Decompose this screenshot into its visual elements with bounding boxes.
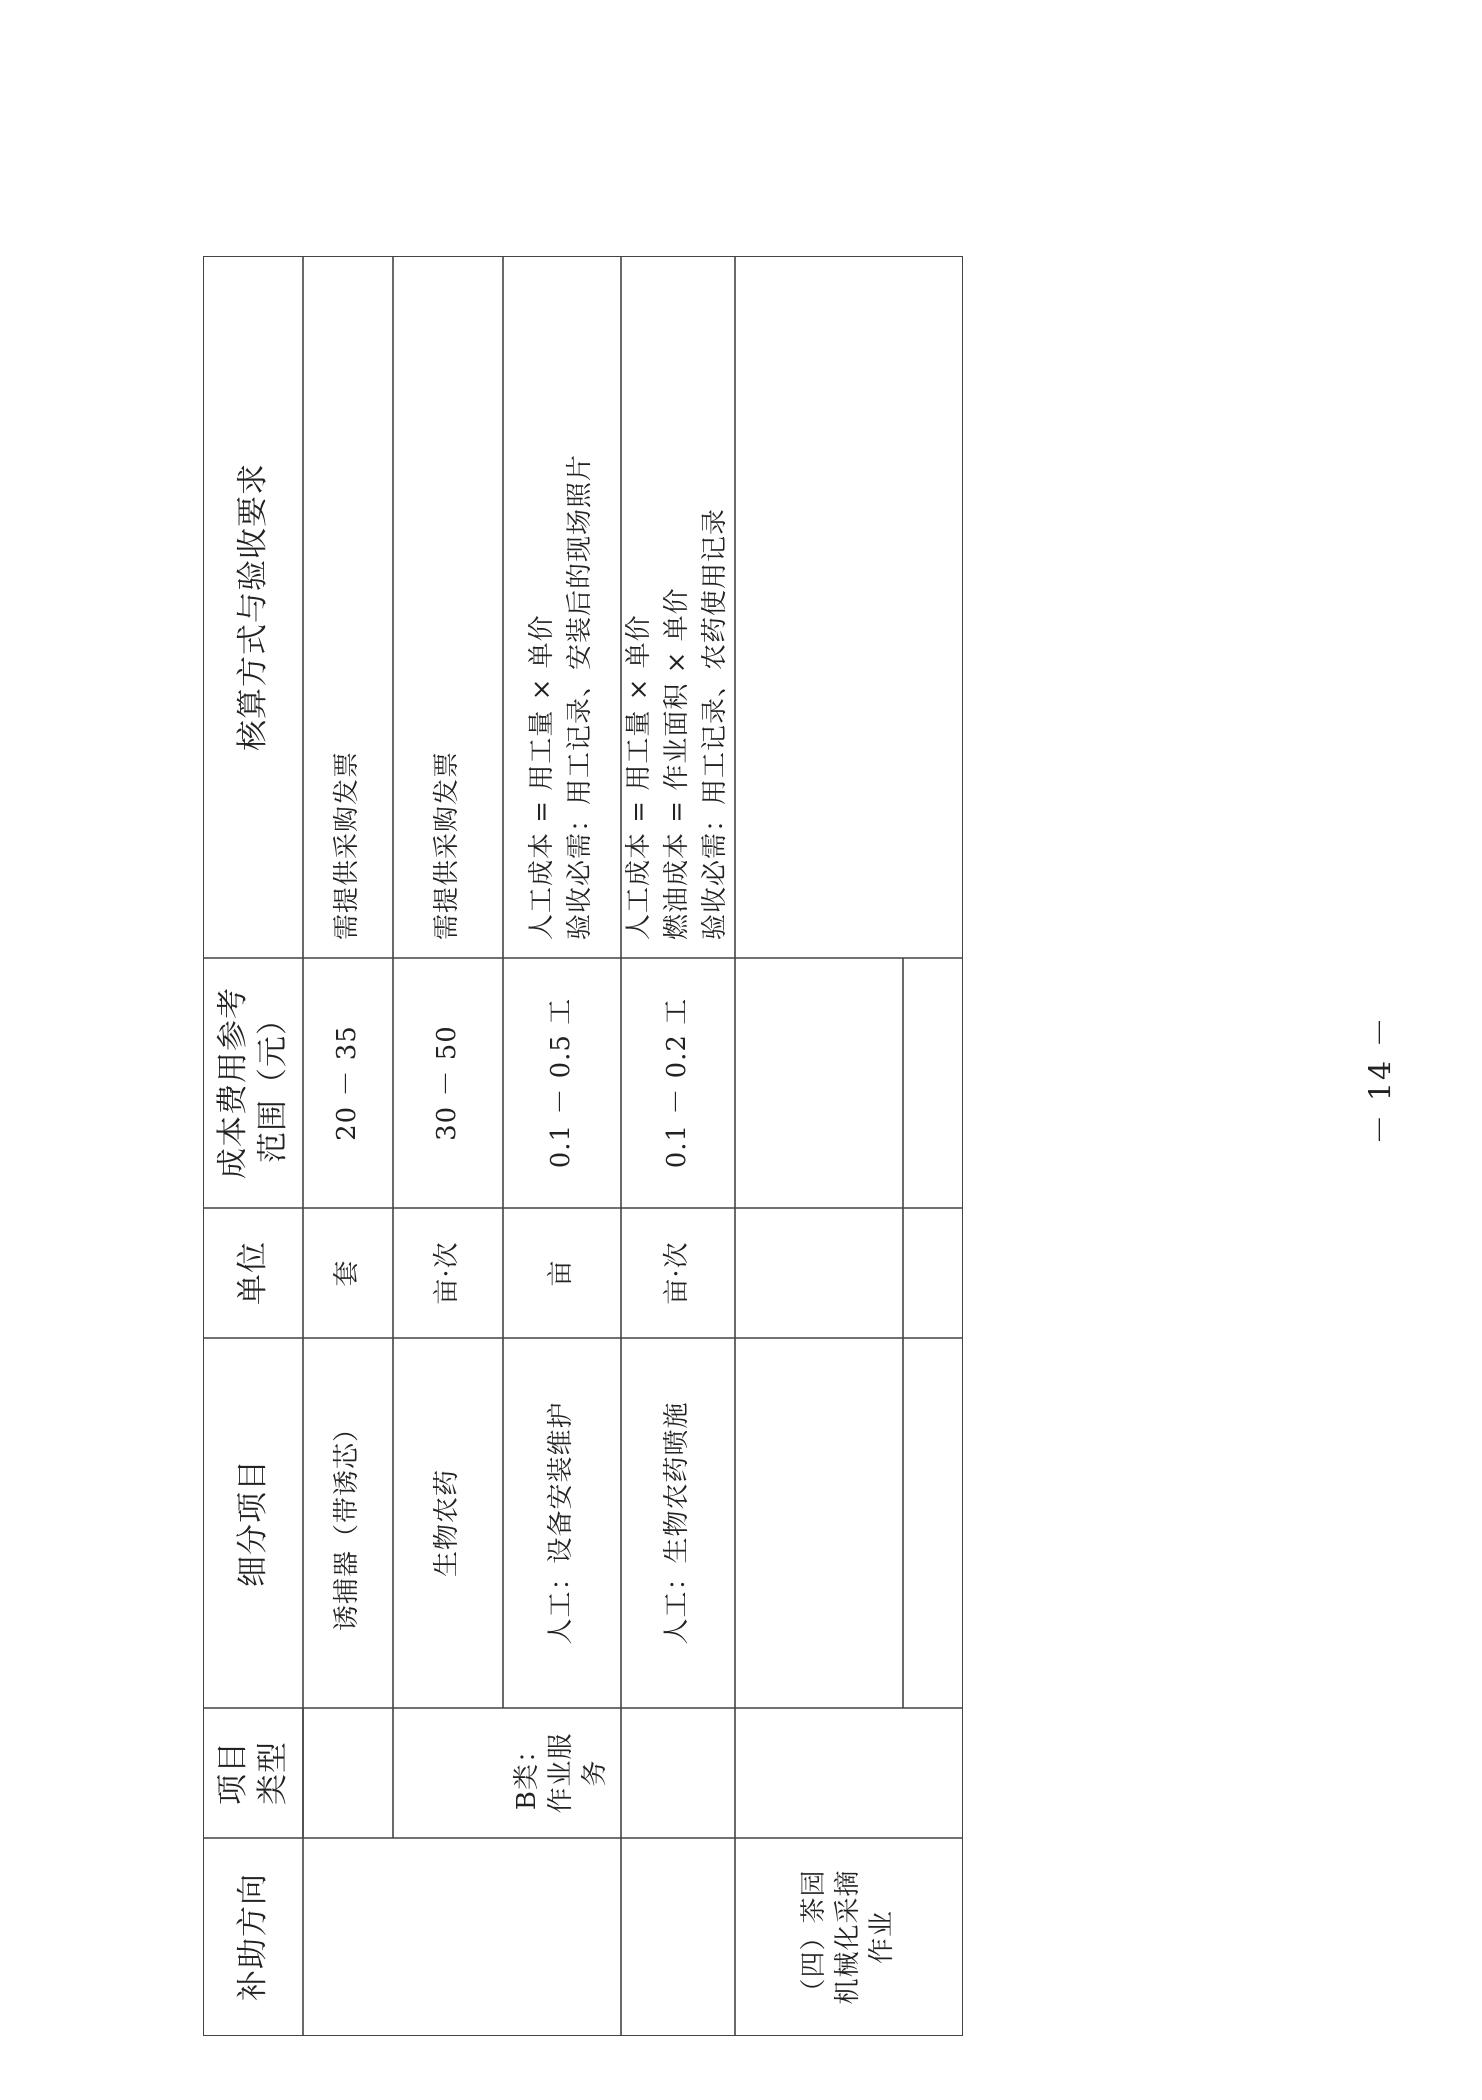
cell-method <box>503 256 621 958</box>
method-line: 需提供采购发票 <box>332 750 363 940</box>
cell-method <box>303 256 393 958</box>
method-line: 燃油成本 = 作业面积 × 单价 <box>662 587 693 940</box>
cell-cost: 30 － 50 <box>432 1025 463 1141</box>
header-type: 项目类型 <box>214 1741 291 1805</box>
cell-cost: 0.1 － 0.2 工 <box>662 997 693 1169</box>
cell-cost: 20 － 35 <box>332 1025 363 1141</box>
direction-mechanized-picking: （四）茶园机械化采摘作业 <box>799 1869 897 2005</box>
method-line: 验收必需：用工记录、农药使用记录 <box>699 507 730 940</box>
cost-table <box>203 256 963 2036</box>
cell-unit: 套 <box>332 1259 363 1287</box>
cell-item: 诱捕器（带诱芯） <box>332 1415 363 1632</box>
cell-item: 人工：生物农药喷施 <box>662 1401 693 1645</box>
page-number: － 14 － <box>1364 1015 1399 1145</box>
cell-unit: 亩·次 <box>432 1241 463 1305</box>
method-line: 验收必需：用工记录、安装后的现场照片 <box>565 453 595 940</box>
cell-method <box>393 256 503 958</box>
cell-item: 生物农药 <box>432 1469 463 1578</box>
cell-unit: 亩 <box>546 1259 577 1287</box>
cell-item: 人工：设备安装维护 <box>546 1401 577 1645</box>
header-cost: 成本费用参考范围（元） <box>214 987 291 1179</box>
header-method: 核算方式与验收要求 <box>234 463 271 751</box>
method-line: 需提供采购发票 <box>432 750 463 940</box>
header-direction: 补助方向 <box>234 1873 271 2001</box>
header-unit: 单位 <box>234 1241 271 1305</box>
header-item: 细分项目 <box>234 1459 271 1587</box>
method-line: 人工成本 = 用工量 × 单价 <box>527 614 558 940</box>
cell-method <box>621 256 735 958</box>
type-b-service: B类：作业服务 <box>512 1732 610 1814</box>
cell-unit: 亩·次 <box>662 1241 693 1305</box>
method-line: 人工成本 = 用工量 × 单价 <box>624 614 655 940</box>
cell-cost: 0.1 － 0.5 工 <box>546 997 577 1169</box>
